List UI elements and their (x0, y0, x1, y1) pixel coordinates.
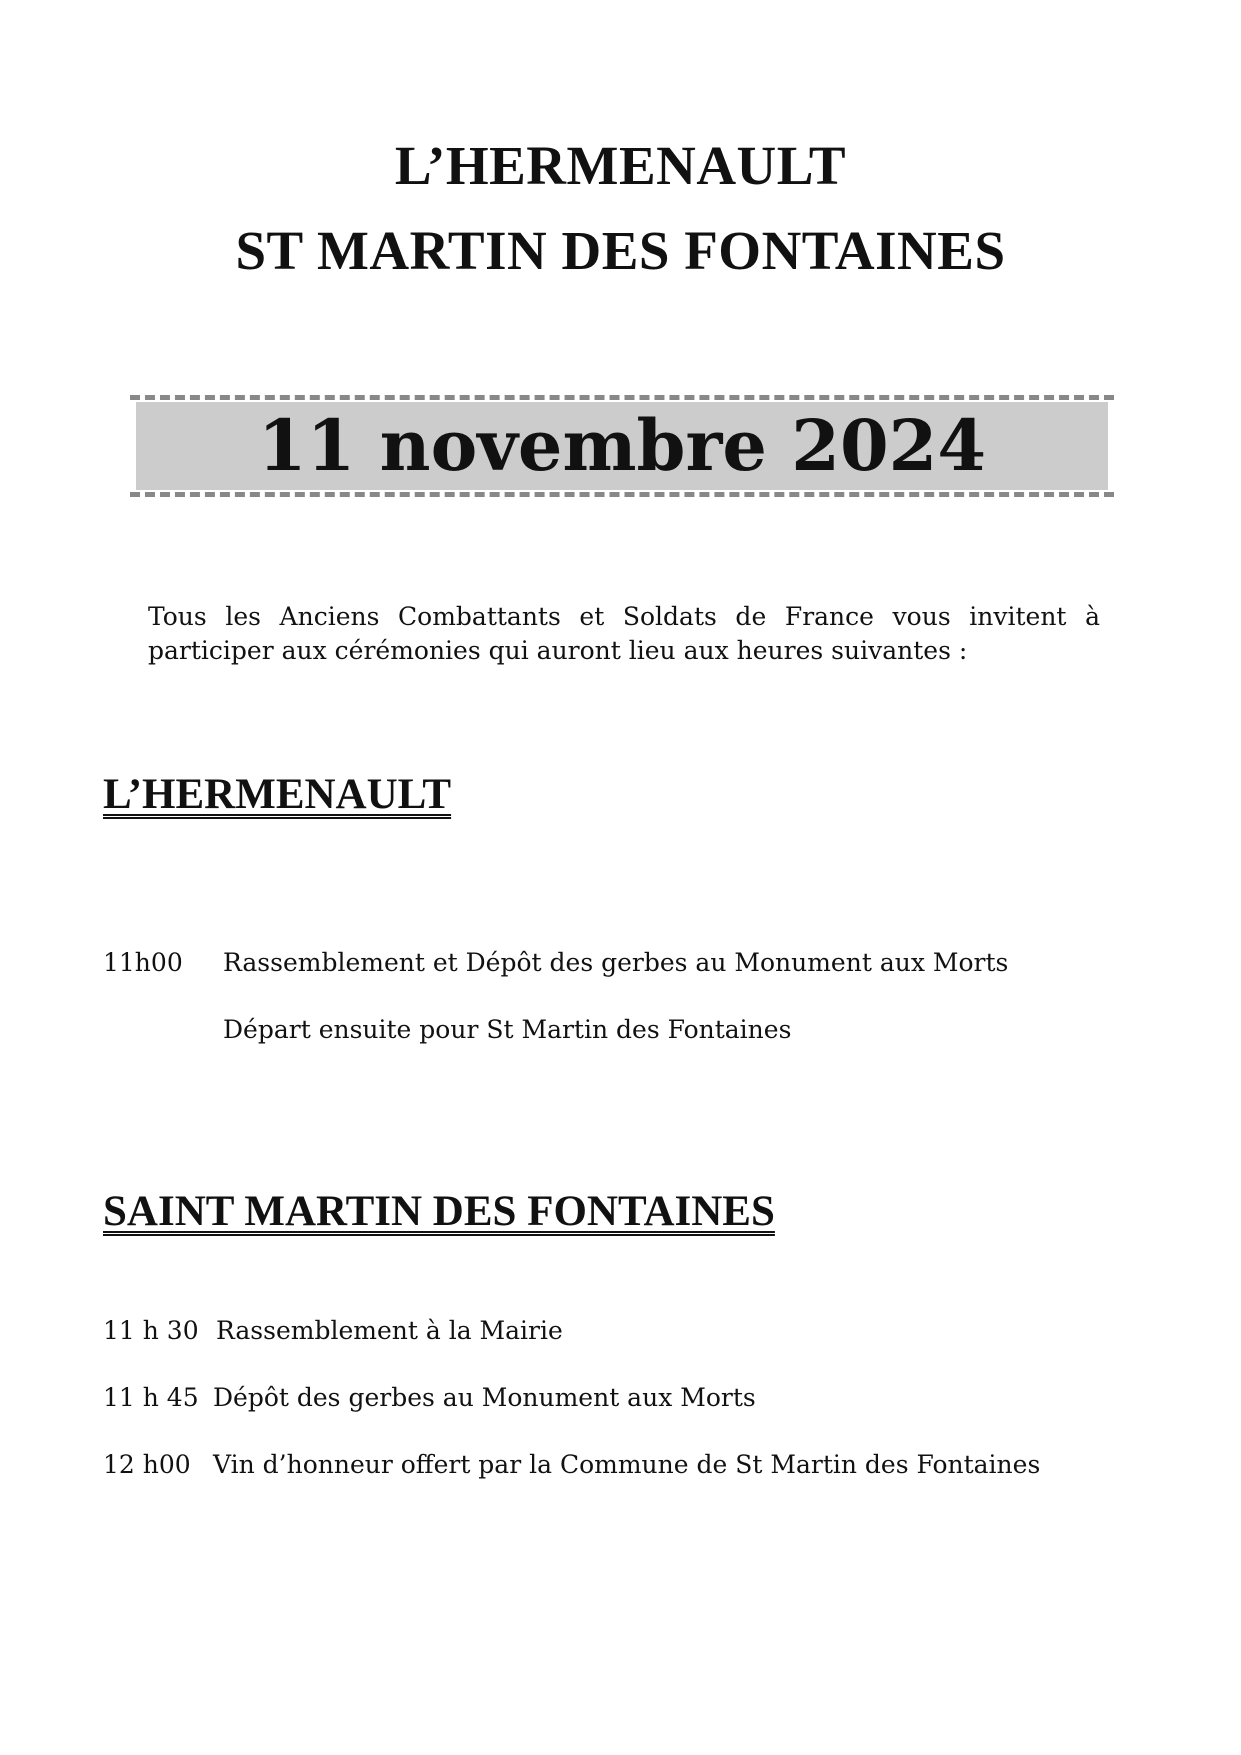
intro-paragraph: Tous les Anciens Combattants et Soldats de France vous invitent à participer aux cérémonies qui auront lieu aux heures suivantes : (148, 602, 1100, 665)
page-title-line-1: L’HERMENAULT (394, 135, 847, 196)
section-heading-saint-martin: SAINT MARTIN DES FONTAINES (103, 1188, 775, 1235)
schedule-description: Rassemblement à la Mairie (216, 1316, 563, 1345)
schedule-description: Départ ensuite pour St Martin des Fontaines (223, 1015, 792, 1044)
schedule-time: 11h00 (103, 948, 183, 977)
schedule-description: Dépôt des gerbes au Monument aux Morts (213, 1383, 756, 1412)
schedule-time: 11 h 45 (103, 1383, 199, 1412)
page-title-line-2: ST MARTIN DES FONTAINES (235, 220, 1006, 281)
schedule-time: 11 h 30 (103, 1316, 199, 1345)
schedule-time: 12 h00 (103, 1450, 191, 1479)
section-heading-lhermenault: L’HERMENAULT (103, 771, 452, 818)
schedule-description: Vin d’honneur offert par la Commune de St Martin des Fontaines (213, 1450, 1041, 1479)
date-banner-text: 11 novembre 2024 (257, 404, 987, 487)
schedule-row (223, 1017, 791, 1042)
schedule-description: Rassemblement et Dépôt des gerbes au Monument aux Morts (223, 948, 1009, 977)
